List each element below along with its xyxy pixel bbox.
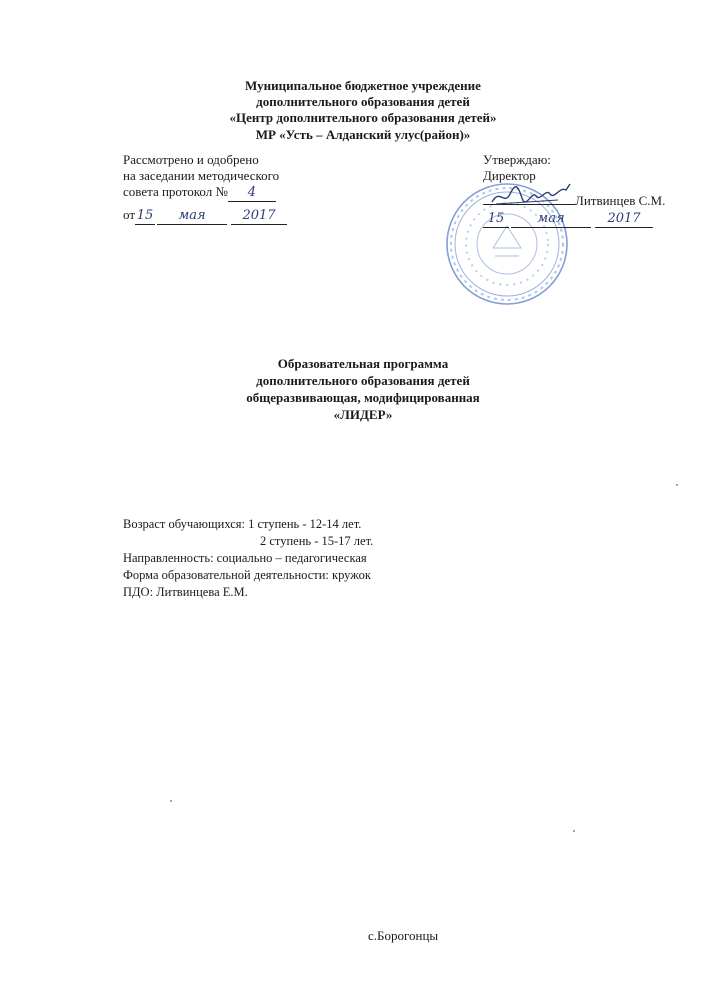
left-date-month-blank [157,207,227,225]
program-title-line-1: Образовательная программа [277,356,449,371]
place-name: с.Борогонцы [368,928,439,943]
right-date-month-blank [511,210,591,228]
left-date-month: мая [178,208,206,223]
header-line-3: «Центр дополнительного образования детей» [229,110,497,125]
protocol-label: совета протокол № [123,184,228,199]
scan-speck [170,800,172,802]
right-date-day-blank [483,210,509,228]
left-date-day: 15 [136,208,154,223]
signer-name: Литвинцев С.М. [575,193,666,208]
program-title-line-4: «ЛИДЕР» [333,407,393,422]
header-line-2: дополнительного образования детей [256,94,470,109]
protocol-number: 4 [247,185,257,200]
header-line-4: МР «Усть – Алданский улус(район)» [255,127,471,142]
direction-line: Направленность: социально – педагогическая [123,551,367,565]
right-date-month: мая [537,211,565,226]
approval-right-line-1: Утверждаю: [483,152,551,167]
header-line-1: Муниципальное бюджетное учреждение [245,78,481,93]
approval-left-line-2: на заседании методического [123,168,280,183]
right-date-year: 2017 [607,211,641,226]
signature-icon [488,180,574,210]
program-title-line-3: общеразвивающая, модифицированная [246,390,480,405]
age-line-2: 2 ступень - 15-17 лет. [260,534,374,548]
scan-speck [573,830,575,832]
activity-form-line: Форма образовательной деятельности: кружок [123,568,371,582]
age-line-1: Возраст обучающихся: 1 ступень - 12-14 лет. [123,517,362,531]
teacher-line: ПДО: Литвинцева Е.М. [123,585,248,599]
protocol-number-blank [228,184,276,202]
approval-left-date-line [123,207,287,225]
approval-right-line-2: Директор [483,168,536,183]
approval-right-date-line [483,210,653,228]
program-title-line-2: дополнительного образования детей [256,373,470,388]
left-date-day-blank [135,207,155,225]
left-date-year: 2017 [242,208,276,223]
scan-speck [676,484,678,486]
date-prefix: от [123,207,136,222]
approval-left-protocol-line [123,184,276,202]
left-date-year-blank [231,207,287,225]
right-date-day: 15 [487,211,505,226]
approval-left-line-1: Рассмотрено и одобрено [123,152,259,167]
right-date-year-blank [595,210,653,228]
